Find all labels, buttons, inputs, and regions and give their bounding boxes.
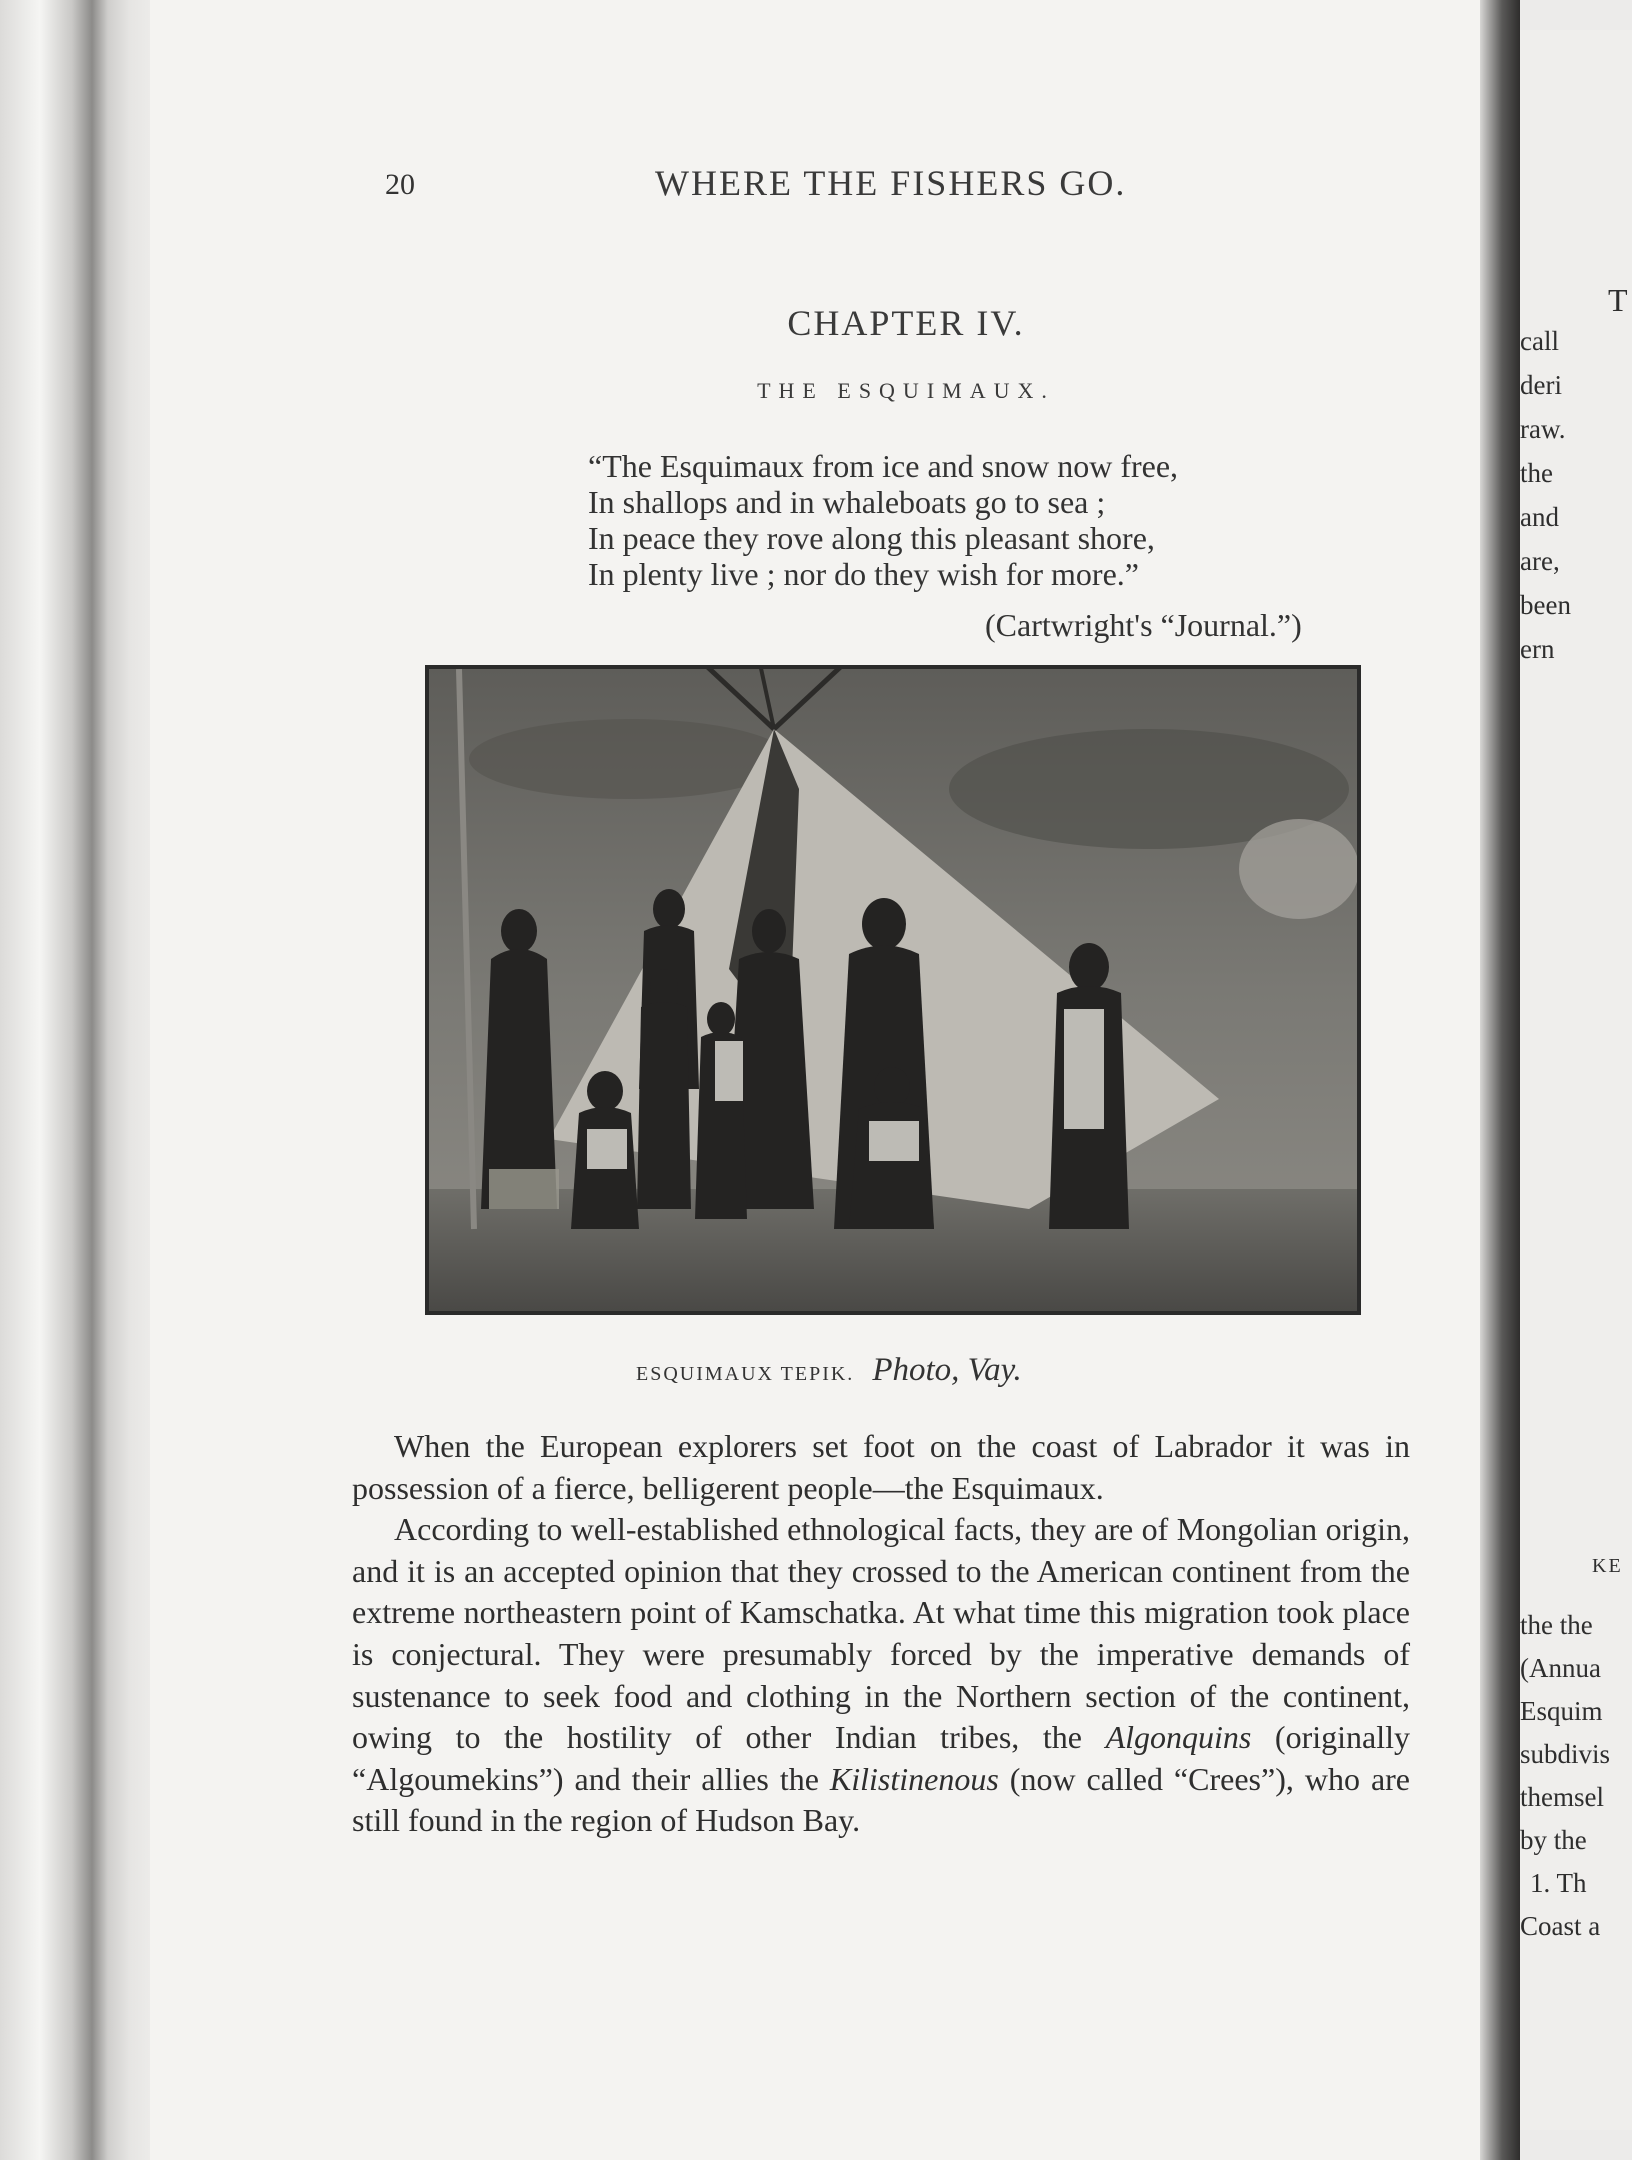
right-fragment-line: Esquim xyxy=(1520,1696,1603,1726)
right-fragment-line: the xyxy=(1520,458,1553,488)
epigraph-source: (Cartwright's “Journal.”) xyxy=(985,607,1302,643)
right-fragment-line: 1. Th xyxy=(1530,1868,1587,1898)
page-number: 20 xyxy=(385,168,415,201)
body-text xyxy=(352,1426,1410,1842)
epigraph xyxy=(588,448,1178,592)
chapter-title: CHAPTER IV. xyxy=(787,303,1025,343)
paragraph xyxy=(352,1509,1410,1842)
epigraph-line: In peace they rove along this pleasant shore, xyxy=(588,520,1155,556)
right-fragment-line: deri xyxy=(1520,370,1562,400)
right-page xyxy=(1520,30,1632,2130)
right-fragment-line: themsel xyxy=(1520,1782,1604,1812)
right-page-text xyxy=(1520,30,1632,2130)
epigraph-line: In plenty live ; nor do they wish for more.” xyxy=(588,556,1139,592)
chapter-subtitle: THE ESQUIMAUX. xyxy=(757,378,1055,403)
right-fragment-line: ern xyxy=(1520,634,1555,664)
paragraph: When the European explorers set foot on the coast of Labrador it was in possession of a fierce, belligerent people—the Esquimaux. xyxy=(352,1428,1410,1506)
right-caption-fragment: KE xyxy=(1592,1555,1623,1577)
epigraph-line: “The Esquimaux from ice and snow now free, xyxy=(588,448,1179,484)
right-fragment-line: (Annua xyxy=(1520,1653,1601,1683)
right-fragment-line: and xyxy=(1520,502,1559,532)
right-fragment-line: raw. xyxy=(1520,414,1566,444)
photograph xyxy=(425,665,1361,1315)
paragraph-text: According to well-established ethnological facts, they are of Mongolian origin, and it is an accepted opinion that they crossed to the American continent from the extreme northeastern point of Kamschatka. At what time this migration took place is conjectural. They were presumably forced by the imperative demands of sustenance to seek food and clothing in the Northern section of the continent, owing to the hostility of other Indian tribes, the xyxy=(352,1511,1410,1756)
italic-term: Algonquins xyxy=(1105,1719,1252,1756)
right-fragment-line: been xyxy=(1520,590,1571,620)
right-fragment-line: are, xyxy=(1520,546,1560,576)
epigraph-line: In shallops and in whaleboats go to sea ; xyxy=(588,484,1106,520)
running-head: WHERE THE FISHERS GO. xyxy=(655,163,1127,203)
paragraph-text: (now called “Crees”), who are still found in the region of Hudson Bay. xyxy=(352,1760,1411,1839)
right-fragment-line: call xyxy=(1520,326,1559,356)
right-fragment-line: Coast a xyxy=(1520,1911,1601,1941)
right-fragment-line: subdivis xyxy=(1520,1739,1611,1769)
photograph-illustration xyxy=(429,669,1357,1311)
right-fragment-line: by the xyxy=(1520,1825,1587,1855)
photo-caption xyxy=(636,1352,1022,1389)
right-fragment-line: T xyxy=(1608,282,1628,318)
photo-credit: Photo, Vay. xyxy=(872,1352,1022,1388)
caption-title: ESQUIMAUX TEPIK. xyxy=(636,1363,855,1385)
paragraph-text: (originally “Algoumekins”) and their allies the xyxy=(352,1719,1411,1797)
italic-term: Kilistinenous xyxy=(829,1760,999,1797)
right-fragment-line: the the xyxy=(1520,1610,1593,1640)
